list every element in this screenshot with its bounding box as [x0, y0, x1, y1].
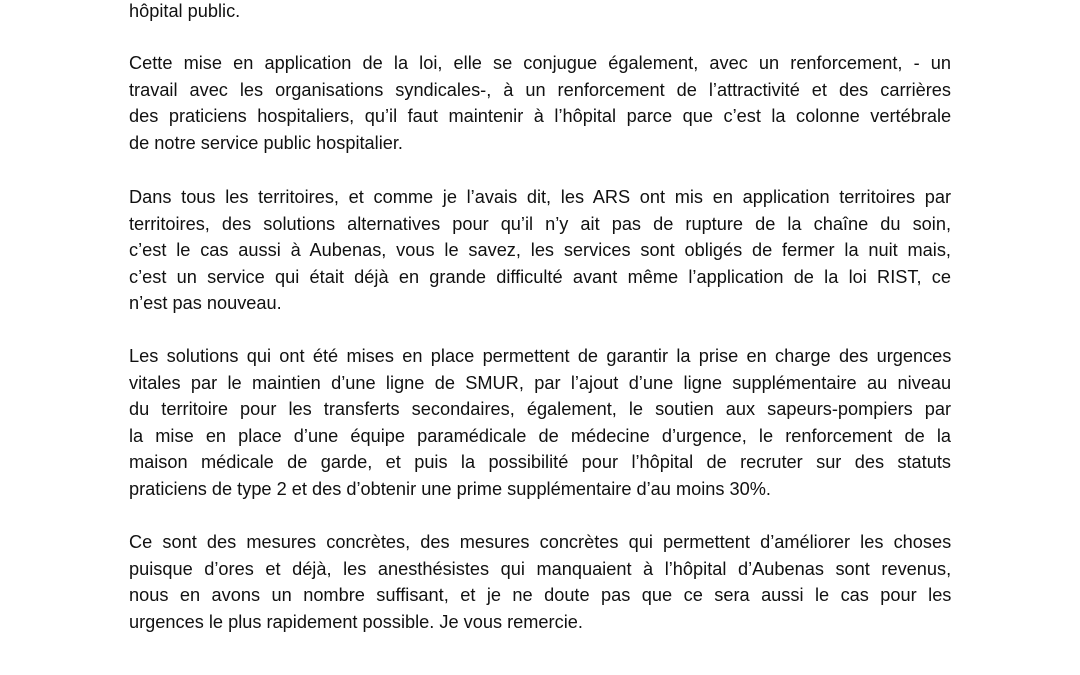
text-line: vitales par le maintien d’une ligne de SMUR, par l’ajout d’une ligne supplémentaire au niveau — [129, 372, 952, 393]
text-line: Les solutions qui ont été mises en place permettent de garantir la prise en charge des urgences — [129, 346, 952, 366]
text-line: nous en avons un nombre suffisant, et je ne doute pas que ce sera aussi le cas pour les — [129, 585, 952, 606]
paragraph-1 — [129, 0, 951, 25]
text-line: des praticiens hospitaliers, qu’il faut maintenir à l’hôpital parce que c’est la colonne vertébrale — [129, 106, 952, 127]
text-line: travail avec les organisations syndicales-, à un renforcement de l’attractivité et des carrières — [129, 79, 951, 100]
text-line: praticiens de type 2 et des d’obtenir une prime supplémentaire d’au moins 30%. — [129, 478, 771, 499]
text-line: Cette mise en application de la loi, elle se conjugue également, avec un renforcement, - un — [129, 53, 951, 73]
text-line: c’est le cas aussi à Aubenas, vous le savez, les services sont obligés de fermer la nuit mais, — [129, 240, 951, 261]
text-line: c’est un service qui était déjà en grande difficulté avant même l’application de la loi RIST, ce — [129, 266, 951, 287]
paragraph-2 — [129, 50, 951, 156]
text-line: hôpital public. — [129, 1, 241, 21]
text-line: Ce sont des mesures concrètes, des mesures concrètes qui permettent d’améliorer les choses — [129, 532, 952, 552]
text-line: urgences le plus rapidement possible. Je vous remercie. — [129, 611, 583, 632]
text-line: de notre service public hospitalier. — [129, 132, 403, 153]
text-line: maison médicale de garde, et puis la possibilité pour l’hôpital de recruter sur des statuts — [129, 452, 951, 473]
paragraph-5 — [129, 529, 951, 635]
text-line: Dans tous les territoires, et comme je l’avais dit, les ARS ont mis en application territoires par — [129, 187, 952, 207]
text-line: la mise en place d’une équipe paramédicale de médecine d’urgence, le renforcement de la — [129, 425, 951, 446]
text-line: du territoire pour les transferts secondaires, également, le soutien aux sapeurs-pompiers par — [129, 399, 952, 420]
text-line: territoires, des solutions alternatives pour qu’il n’y ait pas de rupture de la chaîne du soin, — [129, 213, 951, 234]
paragraph-3 — [129, 184, 951, 317]
text-line: puisque d’ores et déjà, les anesthésistes qui manquaient à l’hôpital d’Aubenas sont revenus, — [129, 558, 952, 579]
paragraph-4 — [129, 343, 951, 503]
text-line: n’est pas nouveau. — [129, 293, 282, 314]
